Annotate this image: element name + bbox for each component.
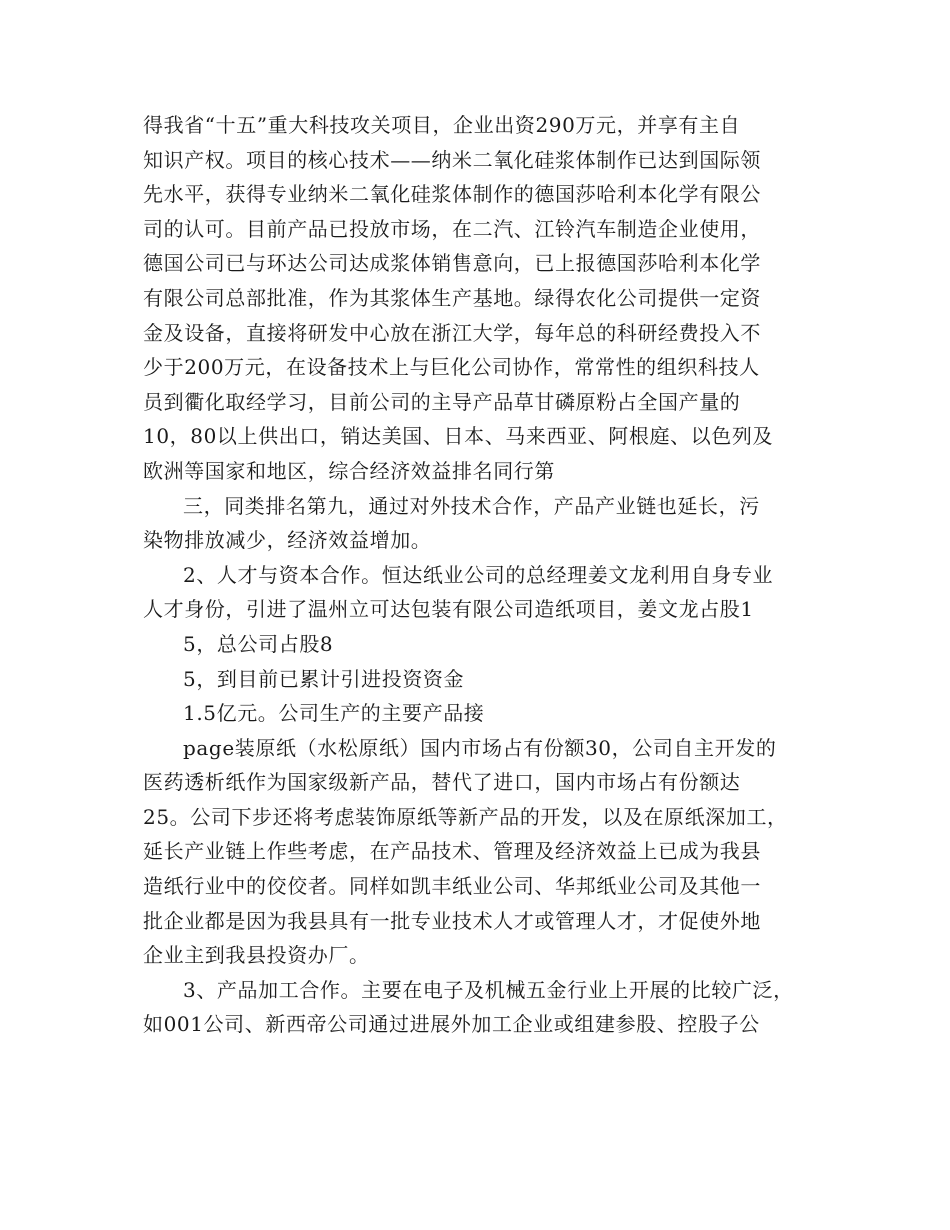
text-line: 企业主到我县投资办厂。 — [143, 943, 370, 968]
text-line: 得我省“十五”重大科技攻关项目，企业出资290万元，并享有主自 — [143, 113, 741, 137]
text-line: 3、产品加工合作。主要在电子及机械五金行业上开展的比较广泛， — [183, 977, 794, 1002]
text-line: 欧洲等国家和地区，综合经济效益排名同行第 — [143, 458, 555, 483]
text-line: 2、人才与资本合作。恒达纸业公司的总经理姜文龙利用自身专业 — [183, 562, 774, 587]
text-line: 先水平，获得专业纳米二氧化硅浆体制作的德国莎哈利本化学有限公 — [143, 182, 761, 207]
text-line: 德国公司已与环达公司达成浆体销售意向，已上报德国莎哈利本化学 — [143, 251, 761, 276]
text-line: 造纸行业中的佼佼者。同样如凯丰纸业公司、华邦纸业公司及其他一 — [143, 874, 761, 899]
text-line: 员到衢化取经学习，目前公司的主导产品草甘磷原粉占全国产量的 — [143, 389, 741, 414]
text-line: 延长产业链上作些考虑，在产品技术、管理及经济效益上已成为我县 — [143, 839, 761, 864]
text-line: page装原纸（水松原纸）国内市场占有份额30，公司自主开发的 — [183, 735, 777, 760]
text-line: 三，同类排名第九，通过对外技术合作，产品产业链也延长，污 — [183, 493, 760, 518]
text-line: 司的认可。目前产品已投放市场，在二汽、江铃汽车制造企业使用， — [143, 216, 761, 241]
text-line: 1.5亿元。公司生产的主要产品接 — [183, 701, 485, 726]
text-line: 金及设备，直接将研发中心放在浙江大学，每年总的科研经费投入不 — [143, 320, 761, 345]
text-line: 5，总公司占股8 — [183, 631, 334, 656]
text-line: 5，到目前已累计引进投资资金 — [183, 666, 465, 691]
text-line: 知识产权。项目的核心技术——纳米二氧化硅浆体制作已达到国际领 — [143, 147, 761, 172]
text-line: 有限公司总部批准，作为其浆体生产基地。绿得农化公司提供一定资 — [143, 285, 761, 310]
text-line: 25。公司下步还将考虑装饰原纸等新产品的开发，以及在原纸深加工， — [143, 804, 788, 829]
text-line: 医药透析纸作为国家级新产品，替代了进口，国内市场占有份额达 — [143, 770, 741, 795]
text-line: 10，80以上供出口，销达美国、日本、马来西亚、阿根庭、以色列及 — [143, 424, 774, 449]
text-line: 少于200万元，在设备技术上与巨化公司协作，常常性的组织科技人 — [143, 355, 760, 380]
text-line: 人才身份，引进了温州立可达包装有限公司造纸项目，姜文龙占股1 — [143, 597, 754, 622]
document-body — [143, 108, 833, 1042]
text-line: 如001公司、新西帝公司通过进展外加工企业或组建参股、控股子公 — [143, 1012, 760, 1037]
text-line: 批企业都是因为我县具有一批专业技术人才或管理人才，才促使外地 — [143, 908, 761, 933]
text-line: 染物排放减少，经济效益增加。 — [143, 528, 432, 553]
